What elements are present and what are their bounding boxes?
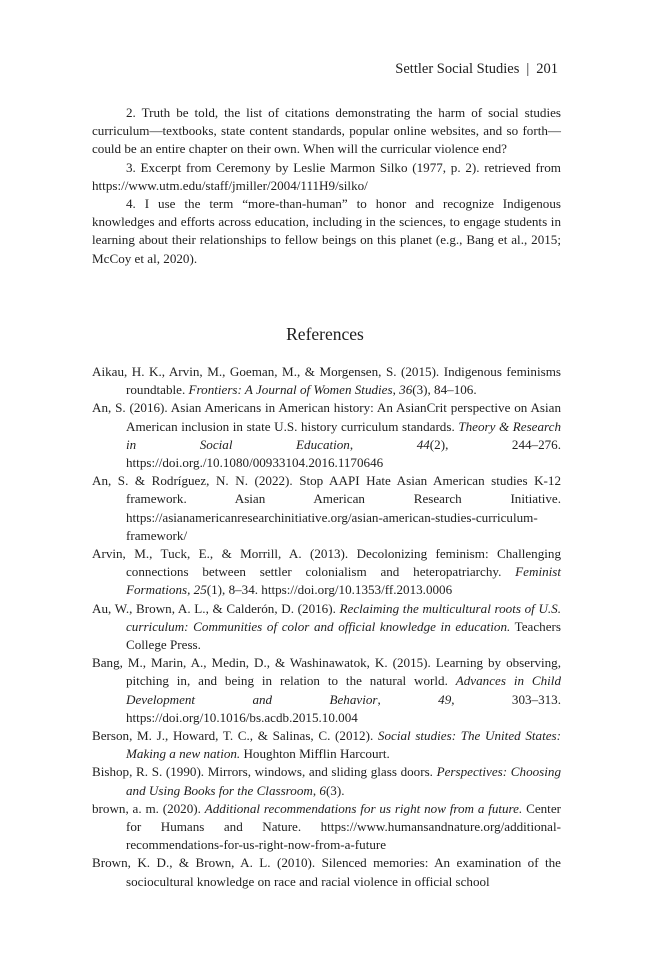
reference-entry: Brown, K. D., & Brown, A. L. (2010). Silenced memories: An examination of the sociocultural knowledge on race and racial violence in official school bbox=[92, 855, 561, 889]
reference-entry: An, S. (2016). Asian Americans in American history: An AsianCrit perspective on Asian American inclusion in state U.S. history curriculum standards. Theory & Research in Social Education, 44(2), 244–276. https://doi.org./10.1080/00933104.2016.1170646 bbox=[92, 400, 562, 471]
references-list bbox=[92, 363, 561, 891]
reference-entry: Aikau, H. K., Arvin, M., Goeman, M., & Morgensen, S. (2015). Indigenous feminisms roundtable. Frontiers: A Journal of Women Studies, 36(3), 84–106. bbox=[92, 364, 561, 398]
endnote-2: 2. Truth be told, the list of citations demonstrating the harm of social studies curriculum—textbooks, state content standards, popular online websites, and so forth—could be an entire chapter on their own. When will the curricular violence end? bbox=[92, 105, 561, 157]
endnotes bbox=[92, 104, 561, 268]
header-separator: | bbox=[526, 61, 530, 77]
page-number: 201 bbox=[536, 61, 558, 77]
reference-entry: Au, W., Brown, A. L., & Calderón, D. (2016). Reclaiming the multicultural roots of U.S. curriculum: Communities of color and official knowledge in education. Teachers College Press. bbox=[92, 600, 561, 653]
endnote-4: 4. I use the term “more-than-human” to honor and recognize Indigenous knowledges and efforts across education, including in the sciences, to engage students in learning about their relationships to fellow beings on this planet (e.g., Bang et al., 2015; McCoy et al, 2020). bbox=[92, 196, 561, 266]
running-head bbox=[395, 61, 558, 78]
references-heading: References bbox=[286, 324, 364, 344]
reference-entry: An, S. & Rodríguez, N. N. (2022). Stop AAPI Hate Asian American studies K-12 framework. Asian American Research Initiative. https://asianamericanresearchinitiative.org/asian-american-studies-curriculum-framework/ bbox=[92, 473, 561, 543]
running-title: Settler Social Studies bbox=[395, 61, 520, 77]
endnote-3: 3. Excerpt from Ceremony by Leslie Marmon Silko (1977, p. 2). retrieved from https://www.utm.edu/staff/jmiller/2004/111H9/silko/ bbox=[92, 159, 561, 193]
reference-entry: Berson, M. J., Howard, T. C., & Salinas, C. (2012). Social studies: The United States: Making a new nation. Houghton Mifflin Harcourt. bbox=[92, 728, 561, 762]
reference-entry: Arvin, M., Tuck, E., & Morrill, A. (2013). Decolonizing feminism: Challenging connections between settler colonialism and heteropatriarchy. Feminist Formations, 25(1), 8–34. https://doi.org/10.1353/ff.2013.0006 bbox=[92, 546, 561, 598]
reference-entry: Bang, M., Marin, A., Medin, D., & Washinawatok, K. (2015). Learning by observing, pitching in, and being in relation to the natural world. Advances in Child Development and Behavior, 49, 303–313. https://doi.org/10.1016/bs.acdb.2015.10.004 bbox=[92, 655, 561, 725]
reference-entry: brown, a. m. (2020). Additional recommendations for us right now from a future. Center for Humans and Nature. https://www.humansandnature.org/additional-recommendations-for-us-right-now-from-a-future bbox=[92, 800, 561, 853]
reference-entry: Bishop, R. S. (1990). Mirrors, windows, and sliding glass doors. Perspectives: Choosing and Using Books for the Classroom, 6(3). bbox=[92, 764, 561, 798]
